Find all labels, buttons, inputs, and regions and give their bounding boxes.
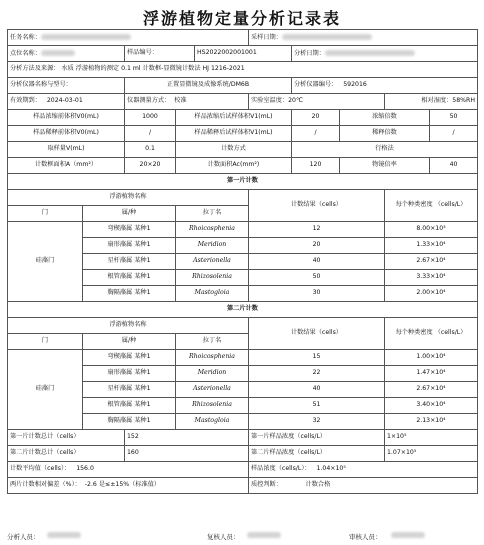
count-cell: 40 — [249, 254, 385, 270]
instrument-label: 分析仪器名称与型号： — [8, 78, 125, 94]
table-row — [8, 350, 478, 366]
latin-cell: Meridion — [176, 366, 249, 382]
density-cell: 2.67×10⁴ — [385, 382, 478, 398]
section2-count-header: 计数结果（cells） — [249, 318, 385, 350]
conc1-value: 1×10⁵ — [385, 430, 478, 446]
genus-cell: 扇形藻属 某种1 — [83, 238, 176, 254]
total2-label: 第二片计数总计（cells） — [8, 446, 125, 462]
v1-value: 20 — [292, 110, 340, 126]
sample-conc-label: 样品浓度（cells/L）： — [251, 465, 311, 473]
density-cell: 1.33×10⁴ — [385, 238, 478, 254]
total2-value: 160 — [125, 446, 249, 462]
v1-label: 样品浓缩后试样体积V1(mL) — [176, 110, 292, 126]
count-cell: 12 — [249, 222, 385, 238]
reviewer-label: 复核人员： — [207, 533, 240, 541]
analyst-label: 分析人员： — [7, 533, 40, 541]
dilute-v0-value: / — [125, 126, 176, 142]
v0-value: 1000 — [125, 110, 176, 126]
latin-cell: Rhizosolenia — [176, 398, 249, 414]
conc2-label: 第二片样品浓度（cells/L） — [249, 446, 385, 462]
task-label: 任务名称： — [10, 33, 41, 41]
judgement-value: 计数合格 — [305, 481, 331, 489]
section2-group-header: 浮游植物名称 — [8, 318, 249, 334]
count-cell: 50 — [249, 270, 385, 286]
section2-phylum-header: 门 — [8, 334, 83, 350]
dilute-v1-label: 样品稀释后试样体积V1(mL) — [176, 126, 292, 142]
avg-label: 计数平均值（cells）： — [10, 465, 71, 473]
count-cell: 40 — [249, 382, 385, 398]
count-area-value: 20×20 — [125, 158, 176, 174]
count-cell: 51 — [249, 398, 385, 414]
instrument-status-value: 校准 — [174, 97, 187, 105]
method-value: 水质 浮游植物的测定 0.1 ml 计数框-显微镜计数法 HJ 1216-2021 — [61, 65, 245, 73]
latin-cell: Asterionella — [176, 382, 249, 398]
section2-density-header: 每个种类密度 （cells/L） — [385, 318, 478, 350]
latin-cell: Mastogloia — [176, 286, 249, 302]
site-label: 点位名称： — [10, 49, 41, 57]
total1-value: 152 — [125, 430, 249, 446]
deviation-value: -2.6 是≤±15%（标准值） — [84, 481, 161, 489]
total1-label: 第一片计数总计（cells） — [8, 430, 125, 446]
density-cell: 8.00×10³ — [385, 222, 478, 238]
density-cell: 1.47×10⁴ — [385, 366, 478, 382]
site-value-redacted — [41, 50, 75, 56]
count-mode-label: 计数方式 — [176, 142, 292, 158]
conc-factor-value: 50 — [430, 110, 478, 126]
sample-date-label: 采样日期： — [251, 33, 282, 41]
genus-cell: 星杆藻属 某种1 — [83, 382, 176, 398]
auditor-label: 审核人员： — [349, 533, 382, 541]
genus-cell: 弯楔藻属 某种1 — [83, 350, 176, 366]
genus-cell: 弯楔藻属 某种1 — [83, 222, 176, 238]
deviation-label: 两片计数相对偏差（%）： — [10, 481, 81, 489]
count-mode-value: 行格法 — [292, 142, 478, 158]
record-table — [7, 29, 478, 494]
genus-cell: 根管藻属 某种1 — [83, 270, 176, 286]
section1-phylum-header: 门 — [8, 206, 83, 222]
genus-cell: 胸隔藻属 某种1 — [83, 286, 176, 302]
count-cell: 30 — [249, 286, 385, 302]
genus-cell: 星杆藻属 某种1 — [83, 254, 176, 270]
count-area2-value: 120 — [292, 158, 340, 174]
count-cell: 20 — [249, 238, 385, 254]
lab-temp-label: 实验室温度： — [251, 97, 289, 105]
humidity-value: 58%RH — [452, 97, 475, 105]
latin-cell: Mastogloia — [176, 414, 249, 430]
dilute-factor-value: / — [430, 126, 478, 142]
density-cell: 2.13×10⁴ — [385, 414, 478, 430]
sample-date-redacted — [282, 34, 372, 40]
magnify-value: 40 — [430, 158, 478, 174]
humidity-label: 相对湿度： — [421, 97, 453, 105]
count-cell: 15 — [249, 350, 385, 366]
validity-label: 有效期到： — [10, 97, 41, 105]
section2-title: 第二片计数 — [8, 302, 478, 318]
section1-group-header: 浮游植物名称 — [8, 190, 249, 206]
latin-cell: Rhizosolenia — [176, 270, 249, 286]
genus-cell: 根管藻属 某种1 — [83, 398, 176, 414]
section1-title: 第一片计数 — [8, 174, 478, 190]
density-cell: 2.00×10⁴ — [385, 286, 478, 302]
judgement-label: 质控判断： — [251, 481, 282, 489]
latin-cell: Rhoicosphenia — [176, 350, 249, 366]
section2-latin-header: 拉丁名 — [176, 334, 249, 350]
conc-factor-label: 浓缩倍数 — [340, 110, 430, 126]
density-cell: 1.00×10⁴ — [385, 350, 478, 366]
v0-label: 样品浓缩前体积V0(mL) — [8, 110, 125, 126]
sample-conc-value: 1.04×10⁵ — [316, 465, 346, 473]
density-cell: 3.33×10⁴ — [385, 270, 478, 286]
dilute-v1-value: / — [292, 126, 340, 142]
genus-cell: 胸隔藻属 某种1 — [83, 414, 176, 430]
section2-phylum: 硅藻门 — [8, 350, 83, 430]
analyst-signature-redacted — [47, 532, 81, 538]
vol-value: 0.1 — [125, 142, 176, 158]
section1-latin-header: 拉丁名 — [176, 206, 249, 222]
section1-density-header: 每个种类密度 （cells/L） — [385, 190, 478, 222]
sample-no-label: 样品编号： — [127, 49, 158, 57]
count-cell: 22 — [249, 366, 385, 382]
count-area2-label: 计数面积Ac(mm²) — [176, 158, 292, 174]
task-value-redacted — [41, 34, 131, 40]
density-cell: 3.40×10⁴ — [385, 398, 478, 414]
validity-value: 2024-03-01 — [46, 97, 83, 105]
vol-label: 取样量V(mL) — [8, 142, 125, 158]
genus-cell: 扇形藻属 某种1 — [83, 366, 176, 382]
instrument-no-value: 592016 — [343, 81, 367, 89]
instrument-value: 正置显微镜及成像系统/DM6B — [125, 78, 292, 94]
section2-genus-header: 属/种 — [83, 334, 176, 350]
reviewer-signature-redacted — [247, 532, 281, 538]
page-title: 浮游植物定量分析记录表 — [142, 9, 341, 28]
method-label: 分析方法及来源： — [10, 65, 60, 73]
dilute-factor-label: 稀释倍数 — [340, 126, 430, 142]
latin-cell: Rhoicosphenia — [176, 222, 249, 238]
section1-count-header: 计数结果（cells） — [249, 190, 385, 222]
section1-genus-header: 属/种 — [83, 206, 176, 222]
dilute-v0-label: 样品稀释前体积V0(mL) — [8, 126, 125, 142]
count-area-label: 计数框面积A（mm²） — [8, 158, 125, 174]
density-cell: 2.67×10⁴ — [385, 254, 478, 270]
lab-temp-value: 20℃ — [288, 97, 303, 105]
magnify-label: 物镜倍率 — [340, 158, 430, 174]
instrument-no-label: 分析仪器编号： — [294, 81, 338, 89]
latin-cell: Asterionella — [176, 254, 249, 270]
table-row — [8, 222, 478, 238]
auditor-signature-redacted — [391, 532, 425, 538]
count-cell: 32 — [249, 414, 385, 430]
instrument-status-label: 仪器测量方式： — [127, 97, 171, 105]
analysis-date-redacted — [325, 50, 415, 56]
section1-phylum: 硅藻门 — [8, 222, 83, 302]
conc2-value: 1.07×10⁵ — [385, 446, 478, 462]
sample-no-value: HS2022002001001 — [195, 46, 292, 62]
latin-cell: Meridion — [176, 238, 249, 254]
conc1-label: 第一片样品浓度（cells/L） — [249, 430, 385, 446]
avg-value: 156.0 — [76, 465, 94, 473]
analysis-date-label: 分析日期： — [294, 49, 325, 57]
